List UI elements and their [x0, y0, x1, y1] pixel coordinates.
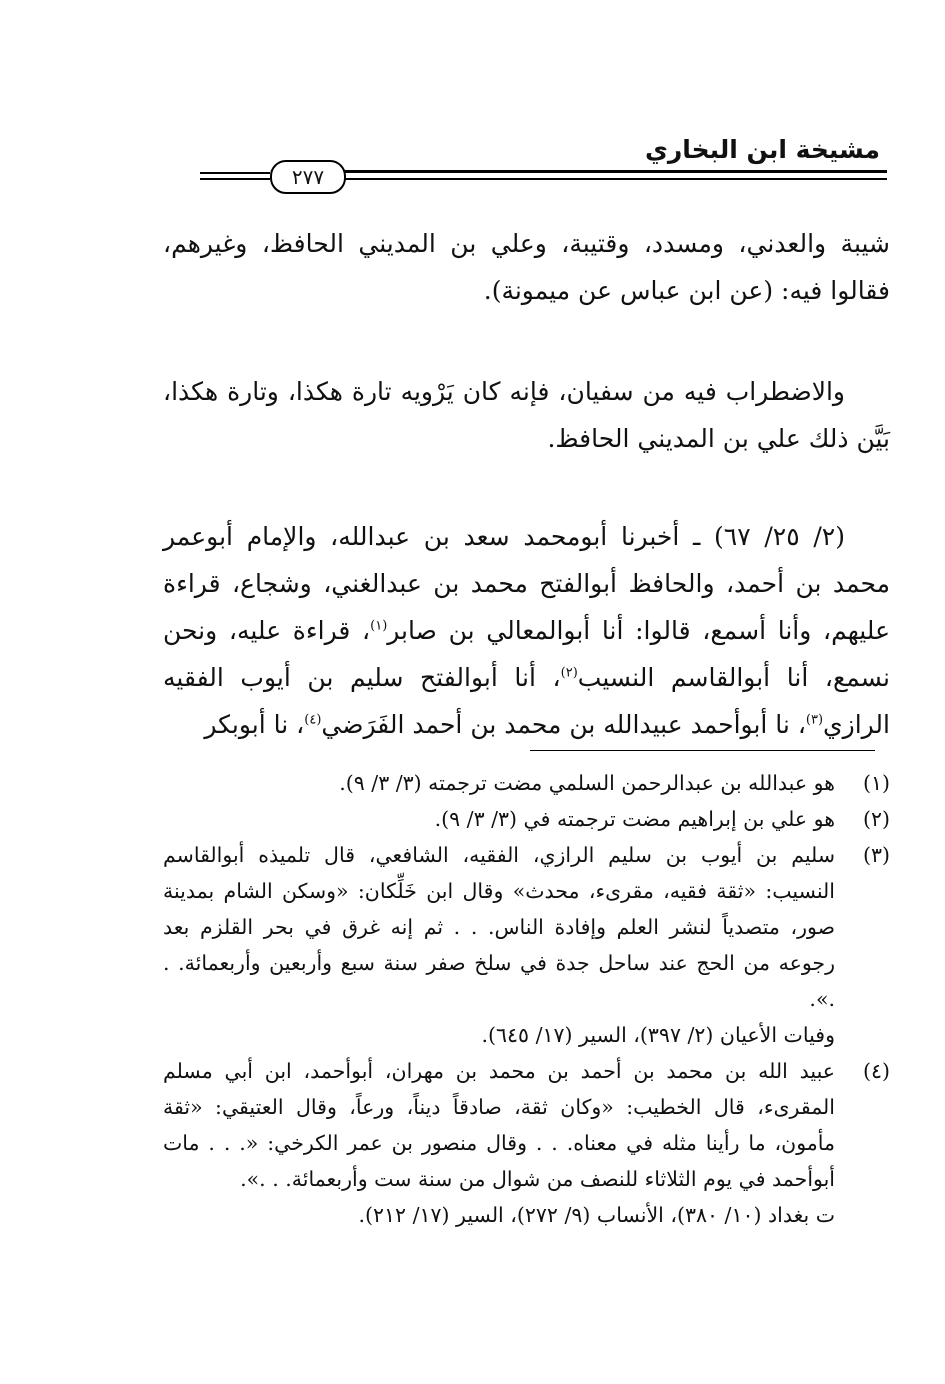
footnote-source: وفيات الأعيان (٢/ ٣٩٧)، السير (١٧/ ٦٤٥). [481, 1023, 835, 1047]
footnote-ref: (٤) [304, 712, 322, 728]
footnote-1 [163, 765, 890, 801]
footnote-ref: (٢) [560, 665, 578, 681]
footnote-number: (١) [862, 771, 890, 795]
footnote-text [163, 837, 835, 1053]
page-number: ٢٧٧ [270, 160, 346, 194]
header-rule-left-inner [200, 178, 270, 180]
footnote-line: عبيد الله بن محمد بن أحمد بن محمد بن مهران، أبوأحمد، ابن أبي مسلم المقرىء، قال الخطيب: «وكان ثقة، صادقاً ديناً، ورعاً، وقال العتيقي: «ثقة مأمون، ما رأينا مثله في معناه. . . وقال منصور بن عمر الكرخي: «. . . مات أبوأحمد في يوم الثلاثاء للنصف من شوال من سنة ست وأربعمائة. . .». [163, 1059, 835, 1191]
paragraph-2: والاضطراب فيه من سفيان، فإنه كان يَرْويه تارة هكذا، وتارة هكذا، بَيَّن ذلك علي بن المديني الحافظ. [163, 377, 890, 453]
footnote-text [163, 801, 835, 837]
footnote-number: (٢) [862, 807, 890, 831]
footnote-line: سليم بن أيوب بن سليم الرازي، الفقيه، الشافعي، قال تلميذه أبوالقاسم النسيب: «ثقة فقيه، مقرىء، محدث» وقال ابن خَلِّكان: «وسكن الشام بمدينة صور، متصدياً لنشر العلم وإفادة الناس. . . ثم إنه غرق في بحر القلزم بعد رجوعه من الحج عند ساحل جدة في سلخ صفر سنة سبع وأربعين وأربعمائة. . .». [163, 843, 835, 1011]
footnote-ref: (٣) [805, 712, 824, 728]
footnote-separator [530, 750, 875, 751]
footnote-source: ت بغداد (١٠/ ٣٨٠)، الأنساب (٩/ ٢٧٢)، السير (١٧/ ٢١٢). [358, 1203, 835, 1227]
footnote-text [163, 1053, 835, 1233]
paragraph-3-hadith-chain [163, 513, 890, 748]
running-title: مشيخة ابن البخاري [644, 135, 880, 164]
footnote-line: هو علي بن إبراهيم مضت ترجمته في (٣/ ٣/ ٩). [434, 807, 835, 831]
chain-segment: ، أنا أبوالفتح سليم بن أيوب الفقيه الرازي [163, 663, 890, 739]
footnote-number: (٤) [862, 1059, 890, 1083]
footnotes [163, 765, 890, 1233]
paragraph-1: شيبة والعدني، ومسدد، وقتيبة، وعلي بن المديني الحافظ، وغيرهم، فقالوا فيه: (عن ابن عباس عن ميمونة). [163, 229, 890, 305]
footnote-text [163, 765, 835, 801]
chain-segment: ، قراءة عليه، ونحن نسمع، أنا أبوالقاسم النسيب [163, 616, 890, 692]
footnote-4 [163, 1053, 890, 1233]
footnote-number: (٣) [862, 843, 890, 867]
chain-segment: (٢/ ٢٥/ ٦٧) ـ أخبرنا أبومحمد سعد بن عبدالله، والإمام أبوعمر محمد بن أحمد، والحافظ أبوالفتح محمد بن عبدالغني، وشجاع، قراءة عليهم، وأنا أسمع، قالوا: أنا أبوالمعالي بن صابر [163, 522, 890, 645]
header-rule-right-inner [342, 178, 887, 180]
header-rule-right [342, 170, 887, 173]
footnote-3 [163, 837, 890, 1053]
footnote-ref: (١) [370, 618, 388, 634]
header-rule-left [200, 172, 270, 174]
footnote-line: هو عبدالله بن عبدالرحمن السلمي مضت ترجمته (٣/ ٣/ ٩). [339, 771, 835, 795]
chain-segment: ، نا أبوأحمد عبيدالله بن محمد بن أحمد الفَرَضي [321, 710, 806, 739]
footnote-2 [163, 801, 890, 837]
chain-segment: ، نا أبوبكر [204, 710, 305, 739]
